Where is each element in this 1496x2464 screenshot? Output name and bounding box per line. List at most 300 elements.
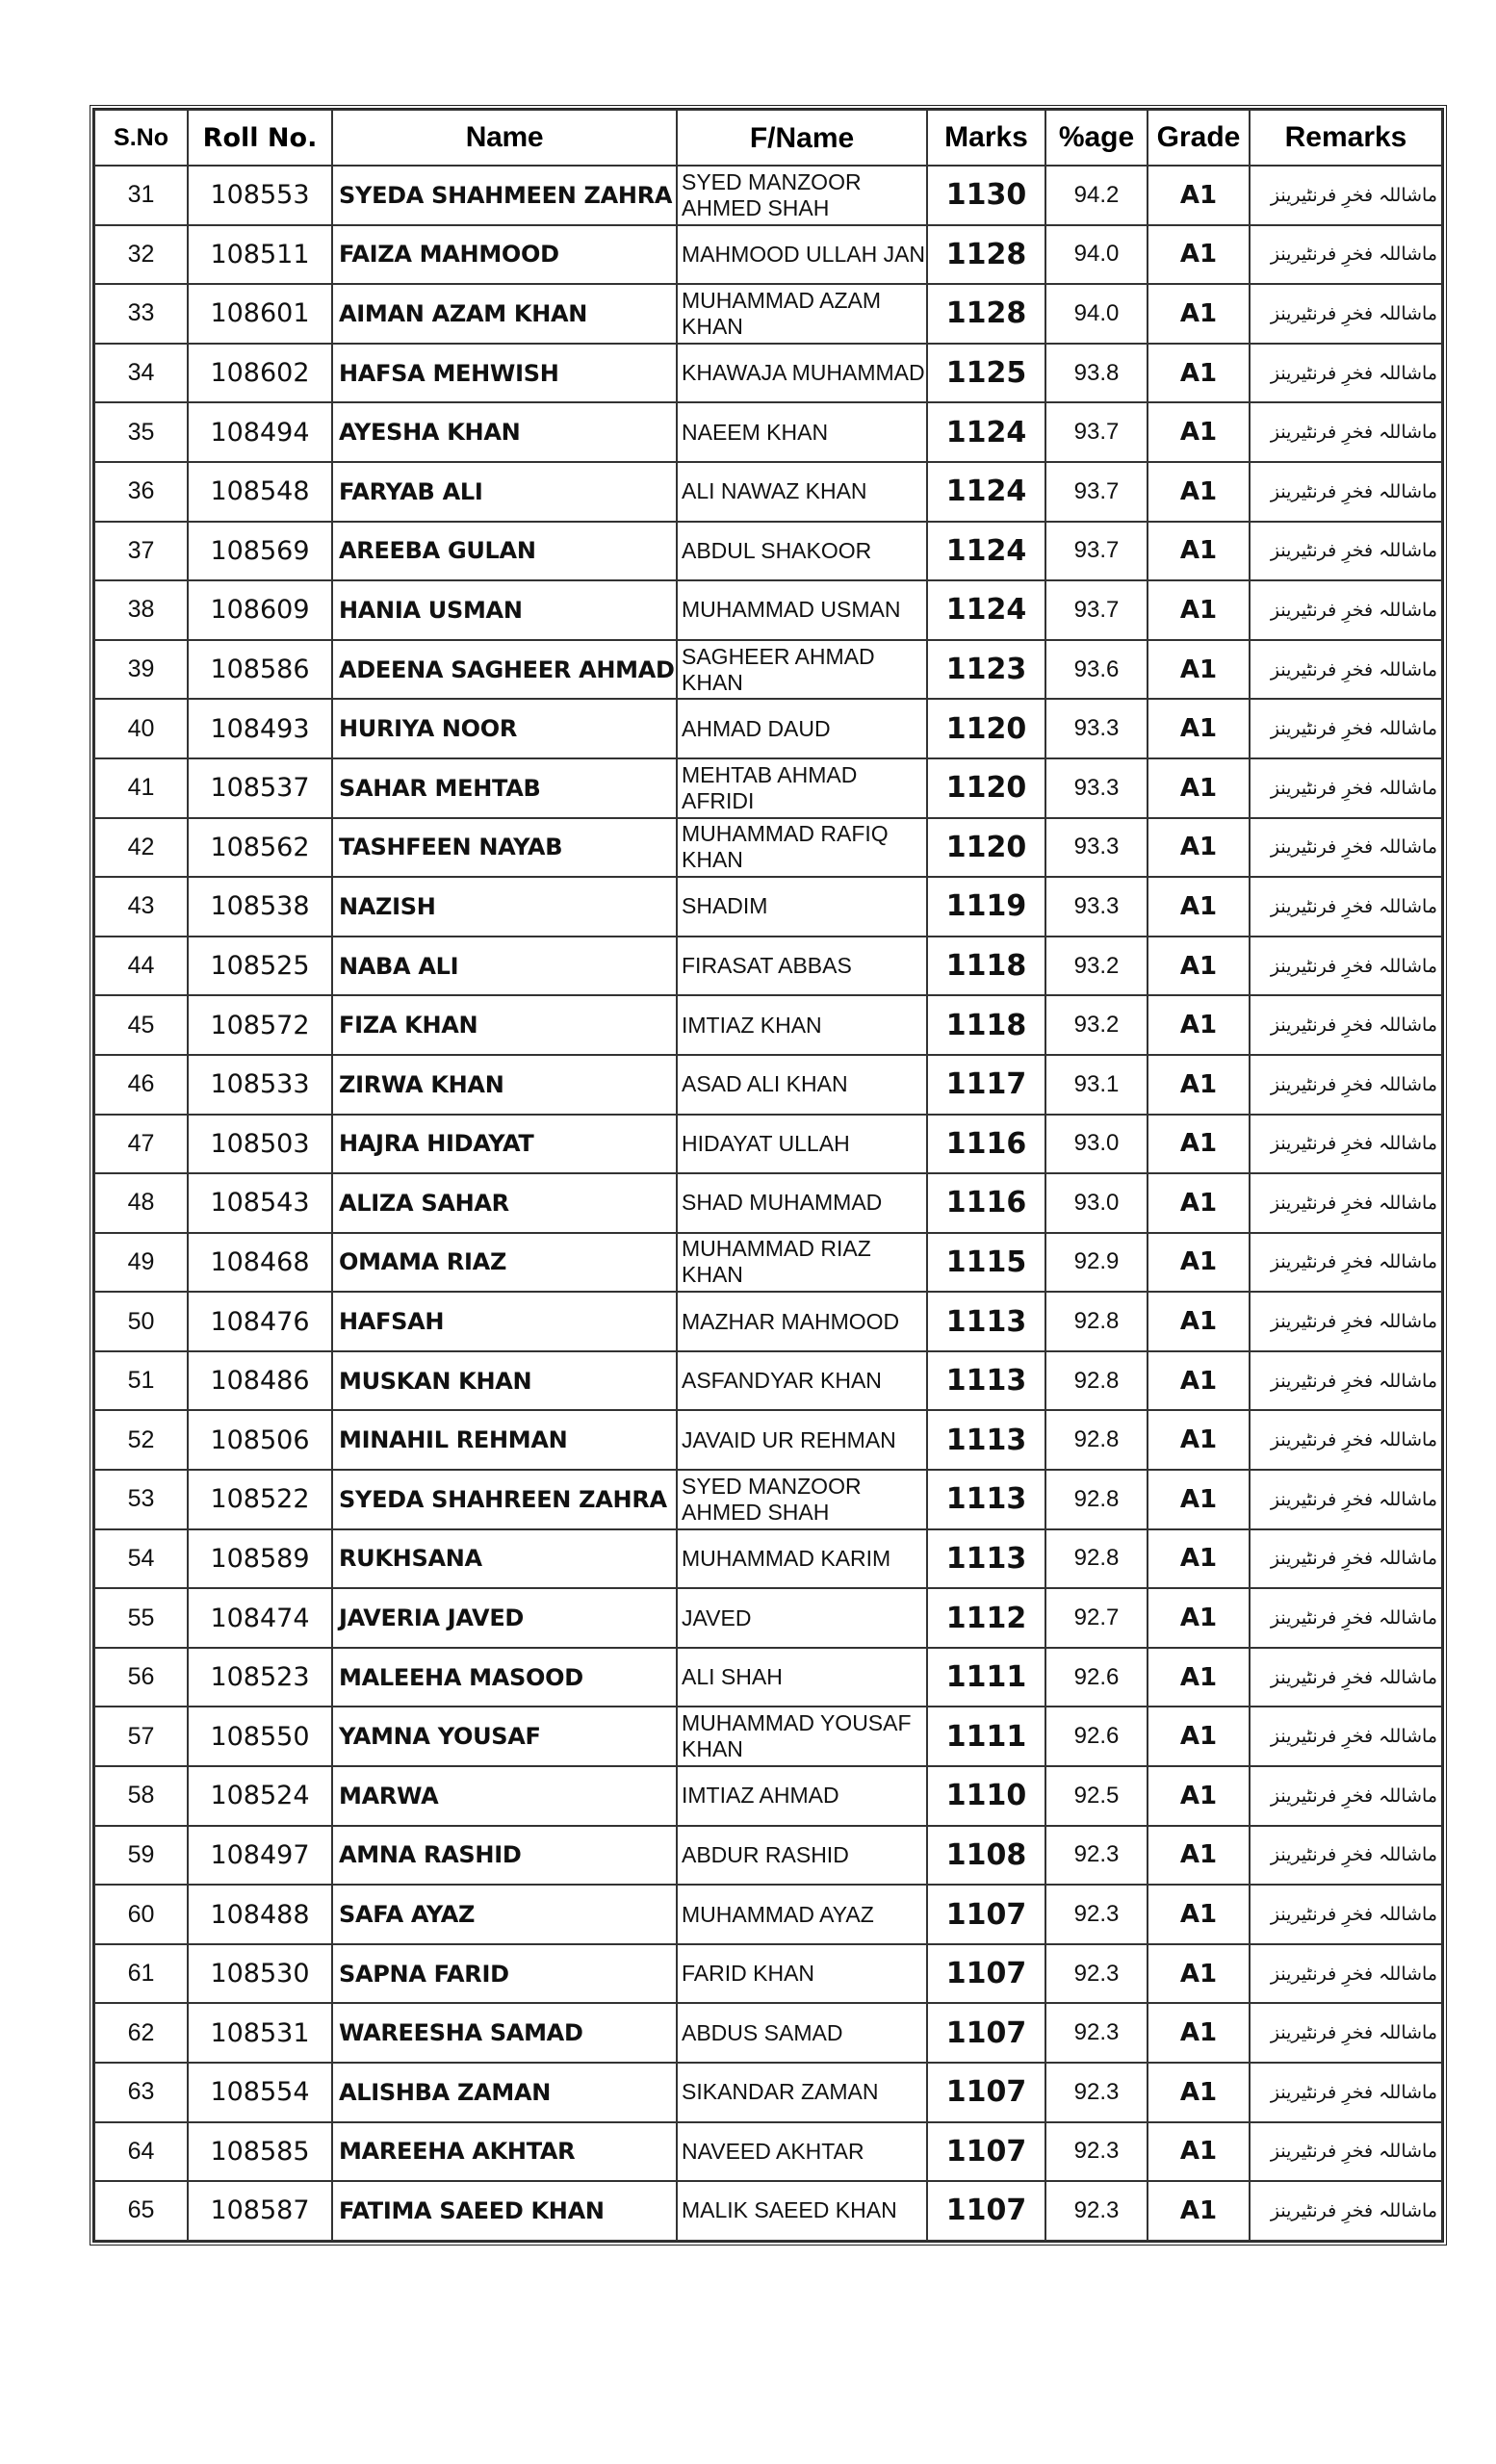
remarks-cell: ماشاللہ فخرِ فرنٹیرینز (1250, 402, 1442, 462)
table-row (94, 2181, 1442, 2241)
grade-cell: A1 (1148, 1292, 1250, 1351)
marks-cell: 1125 (927, 344, 1045, 403)
father-name-cell: MUHAMMAD AZAM KHAN (677, 284, 927, 344)
table-row (94, 995, 1442, 1055)
percentage-cell: 93.3 (1045, 758, 1148, 818)
name-cell: ADEENA SAGHEER AHMAD (332, 640, 677, 700)
header-roll-no: Roll No. (188, 110, 332, 166)
table-row (94, 2122, 1442, 2182)
roll-no-cell: 108530 (188, 1944, 332, 2004)
percentage-cell: 92.6 (1045, 1648, 1148, 1707)
remarks-cell: ماشاللہ فخرِ فرنٹیرینز (1250, 1707, 1442, 1766)
father-name-cell: MALIK SAEED KHAN (677, 2181, 927, 2241)
sno-cell: 48 (94, 1173, 188, 1233)
marks-cell: 1107 (927, 1885, 1045, 1944)
header-remarks: Remarks (1250, 110, 1442, 166)
sno-cell: 31 (94, 166, 188, 225)
grade-cell: A1 (1148, 2122, 1250, 2182)
table-row (94, 1055, 1442, 1115)
father-name-cell: ABDUR RASHID (677, 1826, 927, 1886)
sno-cell: 60 (94, 1885, 188, 1944)
sno-cell: 46 (94, 1055, 188, 1115)
remarks-cell: ماشاللہ فخرِ فرنٹیرینز (1250, 1826, 1442, 1886)
table-row (94, 462, 1442, 522)
father-name-cell: AHMAD DAUD (677, 699, 927, 758)
percentage-cell: 93.3 (1045, 699, 1148, 758)
remarks-cell: ماشاللہ فخرِ فرنٹیرینز (1250, 1233, 1442, 1293)
roll-no-cell: 108468 (188, 1233, 332, 1293)
percentage-cell: 92.8 (1045, 1529, 1148, 1589)
grade-cell: A1 (1148, 2003, 1250, 2063)
remarks-cell: ماشاللہ فخرِ فرنٹیرینز (1250, 758, 1442, 818)
father-name-cell: FARID KHAN (677, 1944, 927, 2004)
table-row (94, 1766, 1442, 1826)
remarks-cell: ماشاللہ فخرِ فرنٹیرینز (1250, 1292, 1442, 1351)
table-row (94, 225, 1442, 285)
roll-no-cell: 108497 (188, 1826, 332, 1886)
name-cell: SYEDA SHAHREEN ZAHRA (332, 1470, 677, 1529)
name-cell: HAJRA HIDAYAT (332, 1115, 677, 1174)
name-cell: NAZISH (332, 877, 677, 937)
sno-cell: 65 (94, 2181, 188, 2241)
sno-cell: 55 (94, 1588, 188, 1648)
marks-cell: 1112 (927, 1588, 1045, 1648)
percentage-cell: 92.3 (1045, 2003, 1148, 2063)
remarks-cell: ماشاللہ فخرِ فرنٹیرینز (1250, 1944, 1442, 2004)
percentage-cell: 93.6 (1045, 640, 1148, 700)
father-name-cell: JAVAID UR REHMAN (677, 1410, 927, 1470)
table-row (94, 1233, 1442, 1293)
percentage-cell: 92.9 (1045, 1233, 1148, 1293)
roll-no-cell: 108503 (188, 1115, 332, 1174)
sno-cell: 47 (94, 1115, 188, 1174)
remarks-cell: ماشاللہ فخرِ فرنٹیرینز (1250, 995, 1442, 1055)
roll-no-cell: 108506 (188, 1410, 332, 1470)
father-name-cell: ABDUL SHAKOOR (677, 522, 927, 581)
father-name-cell: IMTIAZ KHAN (677, 995, 927, 1055)
sno-cell: 34 (94, 344, 188, 403)
marks-cell: 1124 (927, 580, 1045, 640)
percentage-cell: 92.3 (1045, 2181, 1148, 2241)
marks-cell: 1107 (927, 1944, 1045, 2004)
father-name-cell: MUHAMMAD RAFIQ KHAN (677, 818, 927, 878)
table-row (94, 818, 1442, 878)
percentage-cell: 93.2 (1045, 937, 1148, 996)
remarks-cell: ماشاللہ فخرِ فرنٹیرینز (1250, 166, 1442, 225)
percentage-cell: 92.3 (1045, 2063, 1148, 2122)
roll-no-cell: 108589 (188, 1529, 332, 1589)
name-cell: ALIZA SAHAR (332, 1173, 677, 1233)
sno-cell: 50 (94, 1292, 188, 1351)
remarks-cell: ماشاللہ فخرِ فرنٹیرینز (1250, 580, 1442, 640)
name-cell: SAHAR MEHTAB (332, 758, 677, 818)
grade-cell: A1 (1148, 758, 1250, 818)
father-name-cell: SHADIM (677, 877, 927, 937)
percentage-cell: 93.1 (1045, 1055, 1148, 1115)
percentage-cell: 92.8 (1045, 1410, 1148, 1470)
roll-no-cell: 108493 (188, 699, 332, 758)
father-name-cell: MEHTAB AHMAD AFRIDI (677, 758, 927, 818)
marks-cell: 1124 (927, 462, 1045, 522)
percentage-cell: 93.8 (1045, 344, 1148, 403)
percentage-cell: 92.3 (1045, 1885, 1148, 1944)
name-cell: AIMAN AZAM KHAN (332, 284, 677, 344)
roll-no-cell: 108548 (188, 462, 332, 522)
roll-no-cell: 108602 (188, 344, 332, 403)
sno-cell: 57 (94, 1707, 188, 1766)
roll-no-cell: 108525 (188, 937, 332, 996)
roll-no-cell: 108543 (188, 1173, 332, 1233)
roll-no-cell: 108531 (188, 2003, 332, 2063)
father-name-cell: MUHAMMAD KARIM (677, 1529, 927, 1589)
marks-cell: 1111 (927, 1648, 1045, 1707)
table-row (94, 166, 1442, 225)
table-row (94, 1351, 1442, 1411)
table-row (94, 1292, 1442, 1351)
name-cell: OMAMA RIAZ (332, 1233, 677, 1293)
grade-cell: A1 (1148, 995, 1250, 1055)
father-name-cell: SHAD MUHAMMAD (677, 1173, 927, 1233)
percentage-cell: 93.0 (1045, 1173, 1148, 1233)
grade-cell: A1 (1148, 1351, 1250, 1411)
grade-cell: A1 (1148, 1115, 1250, 1174)
name-cell: RUKHSANA (332, 1529, 677, 1589)
father-name-cell: NAEEM KHAN (677, 402, 927, 462)
name-cell: AMNA RASHID (332, 1826, 677, 1886)
table-row (94, 937, 1442, 996)
table-row (94, 1648, 1442, 1707)
sno-cell: 42 (94, 818, 188, 878)
name-cell: MALEEHA MASOOD (332, 1648, 677, 1707)
roll-no-cell: 108474 (188, 1588, 332, 1648)
roll-no-cell: 108476 (188, 1292, 332, 1351)
marks-cell: 1120 (927, 758, 1045, 818)
sno-cell: 41 (94, 758, 188, 818)
grade-cell: A1 (1148, 1885, 1250, 1944)
table-row (94, 1588, 1442, 1648)
sno-cell: 32 (94, 225, 188, 285)
roll-no-cell: 108524 (188, 1766, 332, 1826)
marks-cell: 1107 (927, 2181, 1045, 2241)
sno-cell: 33 (94, 284, 188, 344)
marks-cell: 1107 (927, 2063, 1045, 2122)
marks-cell: 1124 (927, 402, 1045, 462)
name-cell: NABA ALI (332, 937, 677, 996)
header-percentage: %age (1045, 110, 1148, 166)
remarks-cell: ماشاللہ فخرِ فرنٹیرینز (1250, 1766, 1442, 1826)
grade-cell: A1 (1148, 1588, 1250, 1648)
marks-cell: 1113 (927, 1529, 1045, 1589)
roll-no-cell: 108572 (188, 995, 332, 1055)
name-cell: AREEBA GULAN (332, 522, 677, 581)
table-row (94, 1410, 1442, 1470)
remarks-cell: ماشاللہ فخرِ فرنٹیرینز (1250, 1529, 1442, 1589)
roll-no-cell: 108494 (188, 402, 332, 462)
remarks-cell: ماشاللہ فخرِ فرنٹیرینز (1250, 1055, 1442, 1115)
name-cell: SAPNA FARID (332, 1944, 677, 2004)
remarks-cell: ماشاللہ فخرِ فرنٹیرینز (1250, 1470, 1442, 1529)
name-cell: TASHFEEN NAYAB (332, 818, 677, 878)
remarks-cell: ماشاللہ فخرِ فرنٹیرینز (1250, 937, 1442, 996)
marks-cell: 1110 (927, 1766, 1045, 1826)
remarks-cell: ماشاللہ فخرِ فرنٹیرینز (1250, 344, 1442, 403)
marks-cell: 1123 (927, 640, 1045, 700)
sno-cell: 40 (94, 699, 188, 758)
table-row (94, 1707, 1442, 1766)
marks-cell: 1107 (927, 2122, 1045, 2182)
father-name-cell: SYED MANZOOR AHMED SHAH (677, 1470, 927, 1529)
header-sno: S.No (94, 110, 188, 166)
roll-no-cell: 108538 (188, 877, 332, 937)
remarks-cell: ماشاللہ فخرِ فرنٹیرینز (1250, 2122, 1442, 2182)
grade-cell: A1 (1148, 699, 1250, 758)
percentage-cell: 93.7 (1045, 580, 1148, 640)
sno-cell: 58 (94, 1766, 188, 1826)
sno-cell: 38 (94, 580, 188, 640)
name-cell: ZIRWA KHAN (332, 1055, 677, 1115)
percentage-cell: 92.8 (1045, 1292, 1148, 1351)
grade-cell: A1 (1148, 640, 1250, 700)
table-row (94, 1470, 1442, 1529)
remarks-cell: ماشاللہ فخرِ فرنٹیرینز (1250, 699, 1442, 758)
father-name-cell: MAHMOOD ULLAH JAN (677, 225, 927, 285)
percentage-cell: 92.3 (1045, 1826, 1148, 1886)
percentage-cell: 94.2 (1045, 166, 1148, 225)
percentage-cell: 94.0 (1045, 225, 1148, 285)
father-name-cell: JAVED (677, 1588, 927, 1648)
name-cell: HAFSA MEHWISH (332, 344, 677, 403)
sno-cell: 51 (94, 1351, 188, 1411)
grade-cell: A1 (1148, 877, 1250, 937)
percentage-cell: 92.3 (1045, 1944, 1148, 2004)
grade-cell: A1 (1148, 1766, 1250, 1826)
grade-cell: A1 (1148, 1055, 1250, 1115)
name-cell: FIZA KHAN (332, 995, 677, 1055)
name-cell: WAREESHA SAMAD (332, 2003, 677, 2063)
table-row (94, 402, 1442, 462)
father-name-cell: KHAWAJA MUHAMMAD (677, 344, 927, 403)
percentage-cell: 93.0 (1045, 1115, 1148, 1174)
marks-cell: 1108 (927, 1826, 1045, 1886)
father-name-cell: ASAD ALI KHAN (677, 1055, 927, 1115)
remarks-cell: ماشاللہ فخرِ فرنٹیرینز (1250, 2181, 1442, 2241)
remarks-cell: ماشاللہ فخرِ فرنٹیرینز (1250, 522, 1442, 581)
marks-cell: 1107 (927, 2003, 1045, 2063)
grade-cell: A1 (1148, 1410, 1250, 1470)
name-cell: FARYAB ALI (332, 462, 677, 522)
marks-cell: 1128 (927, 225, 1045, 285)
roll-no-cell: 108550 (188, 1707, 332, 1766)
sno-cell: 43 (94, 877, 188, 937)
father-name-cell: NAVEED AKHTAR (677, 2122, 927, 2182)
roll-no-cell: 108554 (188, 2063, 332, 2122)
roll-no-cell: 108569 (188, 522, 332, 581)
name-cell: SYEDA SHAHMEEN ZAHRA (332, 166, 677, 225)
marks-cell: 1119 (927, 877, 1045, 937)
name-cell: MARWA (332, 1766, 677, 1826)
remarks-cell: ماشاللہ فخرِ فرنٹیرینز (1250, 818, 1442, 878)
father-name-cell: MUHAMMAD YOUSAF KHAN (677, 1707, 927, 1766)
roll-no-cell: 108553 (188, 166, 332, 225)
grade-cell: A1 (1148, 1529, 1250, 1589)
percentage-cell: 92.6 (1045, 1707, 1148, 1766)
name-cell: HURIYA NOOR (332, 699, 677, 758)
remarks-cell: ماشاللہ فخرِ فرنٹیرینز (1250, 284, 1442, 344)
grade-cell: A1 (1148, 2063, 1250, 2122)
percentage-cell: 94.0 (1045, 284, 1148, 344)
marks-cell: 1117 (927, 1055, 1045, 1115)
table-header (94, 110, 1442, 166)
header-grade: Grade (1148, 110, 1250, 166)
sno-cell: 63 (94, 2063, 188, 2122)
remarks-cell: ماشاللہ فخرِ فرنٹیرینز (1250, 1410, 1442, 1470)
father-name-cell: SAGHEER AHMAD KHAN (677, 640, 927, 700)
sno-cell: 45 (94, 995, 188, 1055)
grade-cell: A1 (1148, 344, 1250, 403)
marks-cell: 1118 (927, 995, 1045, 1055)
roll-no-cell: 108609 (188, 580, 332, 640)
name-cell: HAFSAH (332, 1292, 677, 1351)
remarks-cell: ماشاللہ فخرِ فرنٹیرینز (1250, 877, 1442, 937)
roll-no-cell: 108601 (188, 284, 332, 344)
grade-cell: A1 (1148, 522, 1250, 581)
sno-cell: 36 (94, 462, 188, 522)
name-cell: MUSKAN KHAN (332, 1351, 677, 1411)
table-row (94, 522, 1442, 581)
roll-no-cell: 108486 (188, 1351, 332, 1411)
marks-cell: 1120 (927, 818, 1045, 878)
sno-cell: 59 (94, 1826, 188, 1886)
grade-cell: A1 (1148, 818, 1250, 878)
grade-cell: A1 (1148, 1233, 1250, 1293)
table-row (94, 640, 1442, 700)
marks-cell: 1124 (927, 522, 1045, 581)
grade-cell: A1 (1148, 462, 1250, 522)
name-cell: MAREEHA AKHTAR (332, 2122, 677, 2182)
name-cell: MINAHIL REHMAN (332, 1410, 677, 1470)
roll-no-cell: 108533 (188, 1055, 332, 1115)
sno-cell: 35 (94, 402, 188, 462)
results-table (93, 109, 1443, 2242)
header-father-name: F/Name (677, 110, 927, 166)
father-name-cell: SYED MANZOOR AHMED SHAH (677, 166, 927, 225)
father-name-cell: ALI NAWAZ KHAN (677, 462, 927, 522)
grade-cell: A1 (1148, 1648, 1250, 1707)
percentage-cell: 92.8 (1045, 1351, 1148, 1411)
grade-cell: A1 (1148, 1173, 1250, 1233)
grade-cell: A1 (1148, 580, 1250, 640)
grade-cell: A1 (1148, 1470, 1250, 1529)
roll-no-cell: 108586 (188, 640, 332, 700)
sno-cell: 53 (94, 1470, 188, 1529)
father-name-cell: MUHAMMAD USMAN (677, 580, 927, 640)
results-table-frame (90, 105, 1447, 2246)
sno-cell: 61 (94, 1944, 188, 2004)
header-row (94, 110, 1442, 166)
grade-cell: A1 (1148, 284, 1250, 344)
name-cell: HANIA USMAN (332, 580, 677, 640)
name-cell: SAFA AYAZ (332, 1885, 677, 1944)
sno-cell: 62 (94, 2003, 188, 2063)
marks-cell: 1118 (927, 937, 1045, 996)
table-row (94, 1944, 1442, 2004)
marks-cell: 1116 (927, 1115, 1045, 1174)
name-cell: YAMNA YOUSAF (332, 1707, 677, 1766)
remarks-cell: ماشاللہ فخرِ فرنٹیرینز (1250, 1588, 1442, 1648)
table-row (94, 580, 1442, 640)
table-row (94, 1115, 1442, 1174)
table-row (94, 2063, 1442, 2122)
marks-cell: 1111 (927, 1707, 1045, 1766)
marks-cell: 1120 (927, 699, 1045, 758)
percentage-cell: 93.3 (1045, 818, 1148, 878)
name-cell: FATIMA SAEED KHAN (332, 2181, 677, 2241)
percentage-cell: 93.7 (1045, 402, 1148, 462)
name-cell: JAVERIA JAVED (332, 1588, 677, 1648)
name-cell: ALISHBA ZAMAN (332, 2063, 677, 2122)
father-name-cell: MUHAMMAD RIAZ KHAN (677, 1233, 927, 1293)
father-name-cell: MAZHAR MAHMOOD (677, 1292, 927, 1351)
father-name-cell: MUHAMMAD AYAZ (677, 1885, 927, 1944)
remarks-cell: ماشاللہ فخرِ فرنٹیرینز (1250, 225, 1442, 285)
father-name-cell: HIDAYAT ULLAH (677, 1115, 927, 1174)
sno-cell: 39 (94, 640, 188, 700)
father-name-cell: ABDUS SAMAD (677, 2003, 927, 2063)
percentage-cell: 92.7 (1045, 1588, 1148, 1648)
roll-no-cell: 108585 (188, 2122, 332, 2182)
grade-cell: A1 (1148, 1944, 1250, 2004)
father-name-cell: SIKANDAR ZAMAN (677, 2063, 927, 2122)
percentage-cell: 93.7 (1045, 522, 1148, 581)
name-cell: FAIZA MAHMOOD (332, 225, 677, 285)
table-row (94, 344, 1442, 403)
grade-cell: A1 (1148, 937, 1250, 996)
table-body (94, 166, 1442, 2241)
remarks-cell: ماشاللہ فخرِ فرنٹیرینز (1250, 640, 1442, 700)
grade-cell: A1 (1148, 225, 1250, 285)
grade-cell: A1 (1148, 1826, 1250, 1886)
name-cell: AYESHA KHAN (332, 402, 677, 462)
remarks-cell: ماشاللہ فخرِ فرنٹیرینز (1250, 1173, 1442, 1233)
father-name-cell: ALI SHAH (677, 1648, 927, 1707)
roll-no-cell: 108511 (188, 225, 332, 285)
remarks-cell: ماشاللہ فخرِ فرنٹیرینز (1250, 1351, 1442, 1411)
remarks-cell: ماشاللہ فخرِ فرنٹیرینز (1250, 2003, 1442, 2063)
table-row (94, 699, 1442, 758)
remarks-cell: ماشاللہ فخرِ فرنٹیرینز (1250, 1885, 1442, 1944)
table-row (94, 2003, 1442, 2063)
father-name-cell: IMTIAZ AHMAD (677, 1766, 927, 1826)
grade-cell: A1 (1148, 402, 1250, 462)
grade-cell: A1 (1148, 166, 1250, 225)
remarks-cell: ماشاللہ فخرِ فرنٹیرینز (1250, 462, 1442, 522)
marks-cell: 1128 (927, 284, 1045, 344)
sno-cell: 37 (94, 522, 188, 581)
roll-no-cell: 108537 (188, 758, 332, 818)
percentage-cell: 93.3 (1045, 877, 1148, 937)
marks-cell: 1113 (927, 1292, 1045, 1351)
sno-cell: 54 (94, 1529, 188, 1589)
sno-cell: 44 (94, 937, 188, 996)
roll-no-cell: 108562 (188, 818, 332, 878)
father-name-cell: ASFANDYAR KHAN (677, 1351, 927, 1411)
sno-cell: 64 (94, 2122, 188, 2182)
percentage-cell: 93.7 (1045, 462, 1148, 522)
sno-cell: 52 (94, 1410, 188, 1470)
table-row (94, 877, 1442, 937)
table-row (94, 1826, 1442, 1886)
grade-cell: A1 (1148, 1707, 1250, 1766)
